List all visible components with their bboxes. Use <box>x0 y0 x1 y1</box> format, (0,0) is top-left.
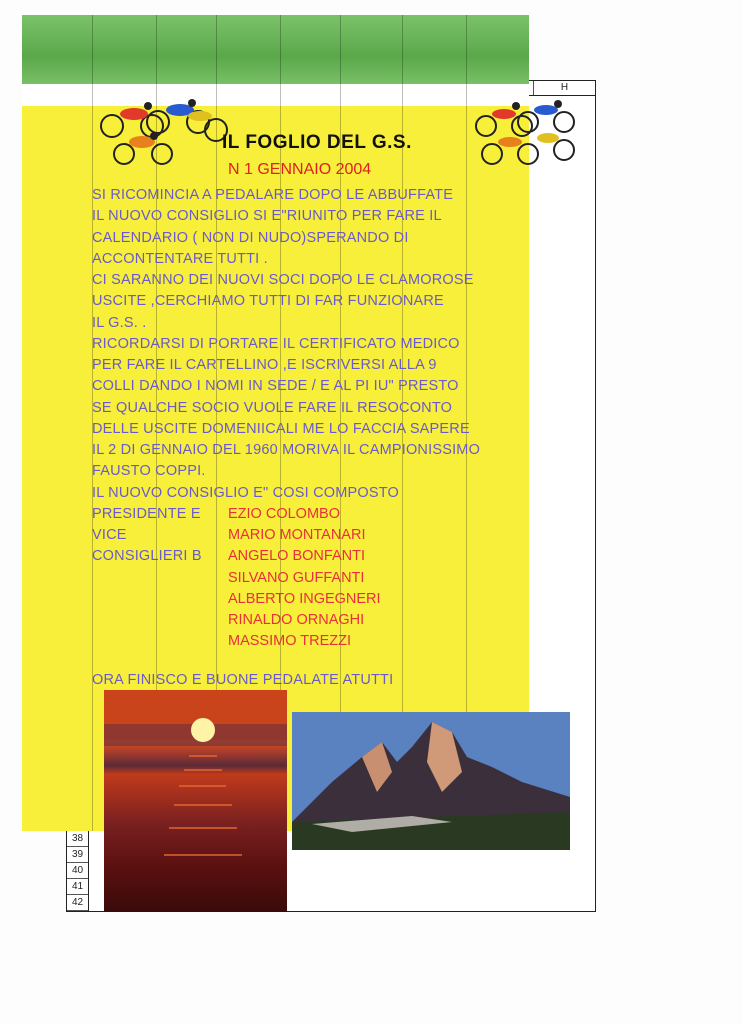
text-line: IL NUOVO CONSIGLIO E" COSI COMPOSTO <box>92 485 400 501</box>
text-line: RICORDARSI DI PORTARE IL CERTIFICATO MEDICO <box>92 336 460 352</box>
text-line: CI SARANNO DEI NUOVI SOCI DOPO LE CLAMOROSE <box>92 272 474 288</box>
role-presidente: PRESIDENTE E <box>92 506 201 522</box>
title-banner <box>22 15 529 84</box>
closing-line: ORA FINISCO E BUONE PEDALATE ATUTTI <box>92 672 394 688</box>
member-name: MASSIMO TREZZI <box>228 633 351 649</box>
row-header[interactable]: 41 <box>67 879 88 895</box>
member-name: MARIO MONTANARI <box>228 527 366 543</box>
row-header[interactable]: 39 <box>67 847 88 863</box>
text-line: ACCONTENTARE TUTTI . <box>92 251 268 267</box>
text-line: COLLI DANDO I NOMI IN SEDE / E AL PI IU" PRESTO <box>92 378 459 394</box>
newsletter-title: IL FOGLIO DEL G.S. <box>222 132 412 153</box>
cyclists-icon <box>470 100 580 168</box>
role-vice: VICE <box>92 527 127 543</box>
row-header[interactable]: 38 <box>67 831 88 847</box>
mountain-image <box>292 712 570 850</box>
col-header-h[interactable]: H <box>560 82 569 93</box>
cyclists-icon <box>90 96 235 168</box>
text-line: SI RICOMINCIA A PEDALARE DOPO LE ABBUFFATE <box>92 187 454 203</box>
text-line: IL G.S. . <box>92 315 147 331</box>
issue-label: N 1 GENNAIO 2004 <box>228 161 372 178</box>
text-line: USCITE ,CERCHIAMO TUTTI DI FAR FUNZIONARE <box>92 293 444 309</box>
text-line: PER FARE IL CARTELLINO ,E ISCRIVERSI ALLA 9 <box>92 357 437 373</box>
text-line: IL NUOVO CONSIGLIO SI E"RIUNITO PER FARE IL <box>92 208 442 224</box>
text-line: SE QUALCHE SOCIO VUOLE FARE IL RESOCONTO <box>92 400 453 416</box>
text-line: IL 2 DI GENNAIO DEL 1960 MORIVA IL CAMPIONISSIMO <box>92 442 481 458</box>
member-name: EZIO COLOMBO <box>228 506 340 522</box>
role-consiglieri: CONSIGLIERI B <box>92 548 202 564</box>
member-name: SILVANO GUFFANTI <box>228 570 365 586</box>
sunset-image <box>104 690 287 912</box>
row-header[interactable]: 42 <box>67 895 88 911</box>
member-name: ANGELO BONFANTI <box>228 548 365 564</box>
row-header[interactable]: 40 <box>67 863 88 879</box>
text-line: DELLE USCITE DOMENIICALI ME LO FACCIA SAPERE <box>92 421 470 437</box>
text-line: FAUSTO COPPI. <box>92 463 206 479</box>
member-name: ALBERTO INGEGNERI <box>228 591 381 607</box>
text-line: CALENDARIO ( NON DI NUDO)SPERANDO DI <box>92 230 409 246</box>
member-name: RINALDO ORNAGHI <box>228 612 365 628</box>
